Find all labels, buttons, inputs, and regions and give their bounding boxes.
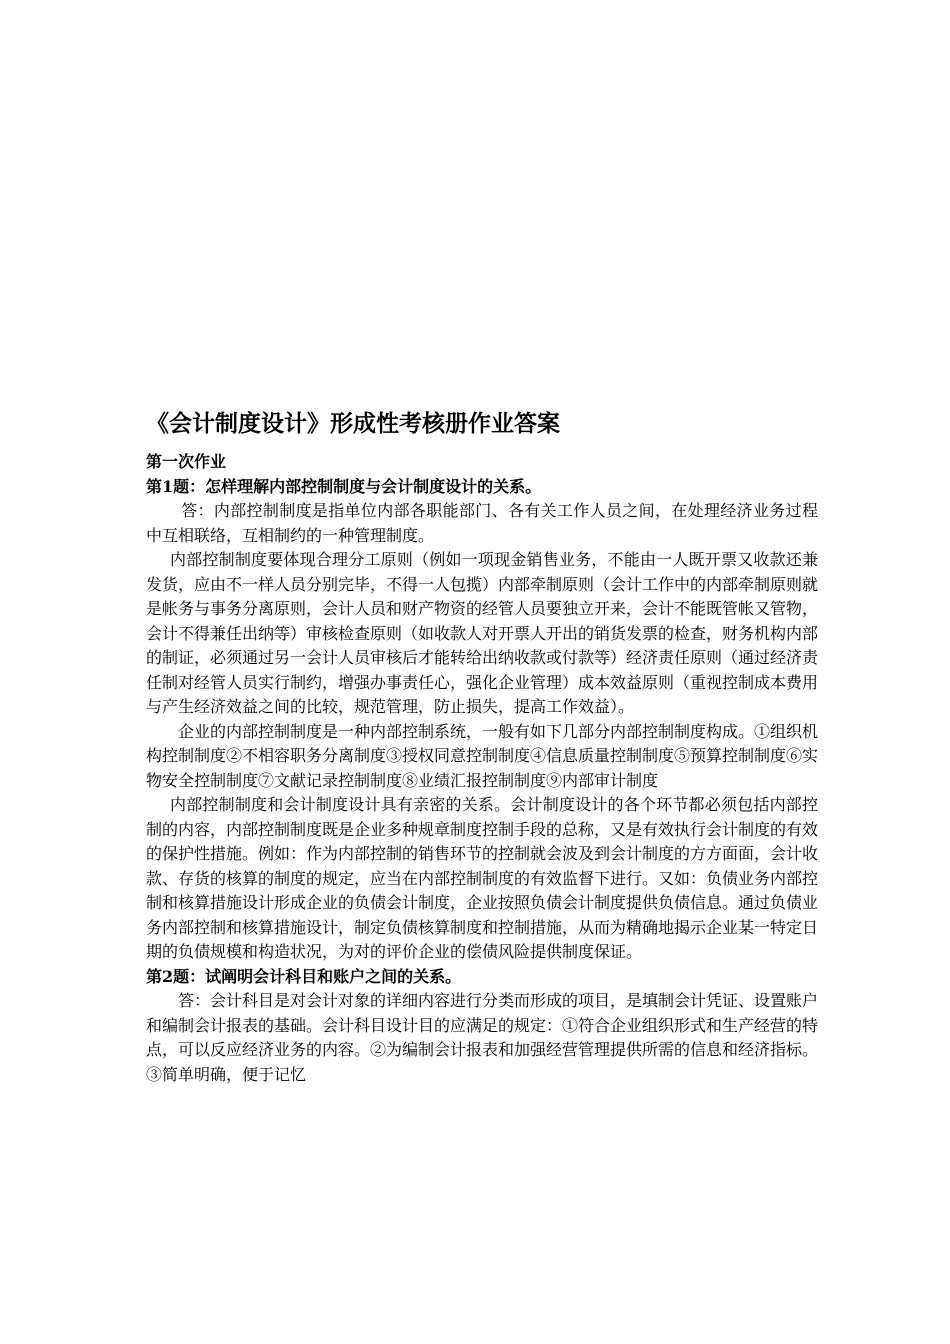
- question-1-components: 企业的内部控制制度是一种内部控制系统，一般有如下几部分内部控制制度构成。①组织机构控制制度②不相容职务分离制度③授权同意控制制度④信息质量控制制度⑤预算控制制度⑥实物安全控制制度⑦文献记录控制制度⑧业绩汇报控制制度⑨内部审计制度: [146, 721, 819, 790]
- section-heading: 第一次作业: [146, 452, 227, 471]
- question-2-answer: 答：会计科目是对会计对象的详细内容进行分类而形成的项目，是填制会计凭证、设置账户和编制会计报表的基础。会计科目设计目的应满足的规定：①符合企业组织形式和生产经营的特点，可以反应经济业务的内容。②为编制会计报表和加强经营管理提供所需的信息和经济指标。③简单明确，便于记忆: [146, 991, 819, 1084]
- document-title: 《会计制度设计》形成性考核册作业答案: [146, 411, 560, 437]
- document-body: [146, 404, 818, 1087]
- question-1-principles: 内部控制制度要体现合理分工原则（例如一项现金销售业务，不能由一人既开票又收款还兼发货，应由不一样人员分别完毕，不得一人包揽）内部牵制原则（会计工作中的内部牵制原则就是帐务与事务分离原则，会计人员和财产物资的经管人员要独立开来，会计不能既管帐又管物，会计不得兼任出纳等）审核检查原则（如收款人对开票人开出的销货发票的检查，财务机构内部的制证，必须通过另一会计人员审核后才能转给出纳收款或付款等）经济责任原则（通过经济责任制对经管人员实行制约，增强办事责任心，强化企业管理）成本效益原则（重视控制成本费用与产生经济效益之间的比较，规范管理，防止损失，提高工作效益）。: [146, 550, 819, 716]
- question-2-heading: 第2题：试阐明会计科目和账户之间的关系。: [146, 966, 462, 986]
- question-1-heading: 第1题：怎样理解内部控制制度与会计制度设计的关系。: [146, 476, 542, 496]
- question-1-relationship: 内部控制制度和会计制度设计具有亲密的关系。会计制度设计的各个环节都必须包括内部控制的内容，内部控制制度既是企业多种规章制度控制手段的总称，又是有效执行会计制度的有效的保护性措施。例如：作为内部控制的销售环节的控制就会波及到会计制度的方方面面，会计收款、存货的核算的制度的规定，应当在内部控制制度的有效监督下进行。又如：负债业务内部控制和核算措施设计形成企业的负债会计制度，企业按照负债会计制度提供负债信息。通过负债业务内部控制和核算措施设计，制定负债核算制度和控制措施，从而为精确地揭示企业某一特定日期的负债规模和构造状况，为对的评价企业的偿债风险提供制度保证。: [146, 795, 819, 961]
- question-1-answer-intro: 答：内部控制制度是指单位内部各职能部门、各有关工作人员之间，在处理经济业务过程中互相联络，互相制约的一种管理制度。: [146, 501, 818, 545]
